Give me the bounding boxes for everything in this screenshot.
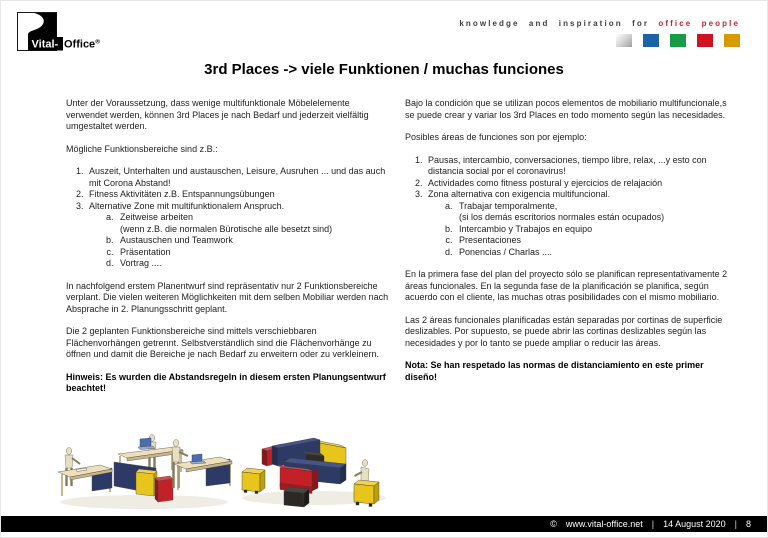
vital-office-logo-icon	[17, 11, 137, 55]
yellow-cube-stool	[242, 468, 265, 494]
red-cabinet	[155, 476, 173, 502]
brand-squares	[616, 34, 740, 47]
sublist-es	[428, 201, 736, 259]
paragraph-intro-es: Bajo la condición que se utilizan pocos elementos de mobiliario multifuncionale,s se puede crear y variar los 3rd Places en todo momento según las necesidades.	[405, 98, 727, 120]
standing-desks-illustration	[58, 435, 232, 502]
furniture-illustration	[56, 430, 391, 519]
standing-figure	[65, 448, 80, 486]
function-areas-list-de	[66, 166, 392, 270]
list-item-text: Austauschen und Teamwork	[120, 235, 233, 245]
yellow-cube-seat	[354, 480, 379, 507]
list-item-text: Presentaciones	[459, 235, 522, 245]
list-item	[425, 189, 736, 258]
blue-square	[643, 34, 659, 47]
list-item-note: (wenn z.B. die normalen Bürotische alle besetzt sind)	[120, 223, 333, 234]
german-column	[66, 98, 392, 406]
list-item	[86, 201, 392, 270]
list-item-text: Auszeit, Unterhalten und austauschen, Leisure, Ausruhen ... und das auch mit Corona Abstand!	[89, 166, 386, 188]
page-title: 3rd Places -> viele Funktionen / muchas funciones	[204, 61, 564, 78]
copyright-icon: ©	[550, 519, 557, 529]
list-item	[455, 224, 736, 236]
list-item-text: Trabajar temporalmente,	[459, 200, 558, 211]
list-item	[116, 258, 392, 270]
function-areas-list-es	[405, 155, 736, 259]
logo-text-office: Office®	[64, 38, 100, 51]
black-cube-stool	[284, 487, 309, 507]
sublist-de	[89, 212, 392, 270]
content-columns	[66, 98, 736, 406]
list-item-text: Alternative Zone mit multifunktionalem Anspruch.	[89, 200, 285, 211]
laptop-icon	[190, 454, 206, 464]
tagline	[459, 19, 740, 28]
list-item-text: Zona alternativa con exigencia multifuncional.	[428, 189, 611, 199]
paragraph-curtains-de: Die 2 geplanten Funktionsbereiche sind mittels verschiebbaren Flächenvorhängen getrennt. Selbstverständlich sind die Flächenvorhänge zu öffnen und damit die Bereiche je nach Bedarf zu erweitern oder zu verkleinern.	[66, 326, 380, 359]
list-item-text: Ponencias / Charlas ....	[459, 246, 553, 257]
list-item-text: Fitness Aktivitäten z.B. Entspannungsübungen	[89, 189, 275, 199]
silver-square	[616, 34, 632, 47]
list-item	[455, 201, 736, 224]
footer-separator: |	[734, 519, 737, 529]
paragraph-plan-es: En la primera fase del plan del proyecto sólo se planifican representativamente 2 áreas funcionales. En la segunda fase de la planificación se planifica, según acuerdo con el cliente, las muchas otras posibilidades con el mismo mobiliario.	[405, 269, 728, 302]
list-item	[116, 235, 392, 247]
paragraph-areas-label-es: Posibles áreas de funciones son por ejemplo:	[405, 132, 587, 142]
footer-separator: |	[651, 519, 655, 529]
gold-square	[724, 34, 740, 47]
list-item-text: Präsentation	[120, 246, 171, 257]
vital-office-logo	[17, 11, 137, 55]
list-item	[116, 247, 392, 259]
list-item	[425, 178, 736, 190]
list-item	[86, 189, 392, 201]
list-item-text: Vortrag ....	[120, 258, 162, 268]
red-square	[697, 34, 713, 47]
list-item-text: Pausas, intercambio, conversaciones, tiempo libre, relax, ...y esto con distancia social por el coronavirus!	[428, 154, 707, 176]
list-item	[86, 166, 392, 189]
list-item-text: Intercambio y Trabajos en equipo	[459, 223, 593, 234]
list-item	[116, 212, 392, 235]
paragraph-curtains-es: Las 2 áreas funcionales planificadas están separadas por cortinas de superficie deslizables. Por supuesto, se puede abrir las cortinas deslizables según las necesidades y por lo tanto se puede ampliar o reducir las áreas.	[405, 314, 723, 348]
note-es: Nota: Se han respetado las normas de distanciamiento en este primer diseño!	[405, 360, 704, 382]
paragraph-plan-de: In nachfolgend erstem Planentwurf sind repräsentativ nur 2 Funktionsbereiche verplant. Die vielen weiteren Möglichkeiten mit dem selben Mobiliar werden nach Absprache in 2. Planungsschritt geplant.	[66, 280, 389, 314]
yellow-cabinet	[136, 469, 157, 496]
green-square	[670, 34, 686, 47]
tagline-prefix: knowledge and inspiration for	[459, 19, 650, 28]
footer-date: 14 August 2020	[663, 519, 726, 529]
logo-registered-mark: ®	[95, 38, 100, 46]
list-item-text: Actividades como fitness postural y ejercicios de relajación	[428, 177, 663, 188]
footer-bar	[1, 516, 767, 532]
list-item	[455, 247, 736, 259]
logo-text-vital: Vital-	[31, 38, 59, 51]
footer-website: www.vital-office.net	[565, 519, 643, 529]
list-item	[455, 235, 736, 247]
note-de: Hinweis: Es wurden die Abstandsregeln in diesem ersten Planungsentwurf beachtet!	[66, 371, 386, 393]
paragraph-areas-label-de: Mögliche Funktionsbereiche sind z.B.:	[66, 143, 218, 154]
shadow	[60, 495, 228, 509]
spanish-column	[405, 98, 736, 406]
list-item	[425, 155, 736, 178]
footer-page-number: 8	[745, 519, 751, 529]
paragraph-intro-de: Unter der Voraussetzung, dass wenige multifunktionale Möbelelemente verwendet werden, können 3rd Places je nach Bedarf und jederzeit vielfältig umgestaltet werden.	[66, 98, 369, 131]
tagline-highlight: office people	[658, 19, 740, 28]
list-item-text: Zeitweise arbeiten	[120, 212, 194, 222]
list-item-note: (si los demás escritorios normales están ocupados)	[459, 212, 665, 222]
